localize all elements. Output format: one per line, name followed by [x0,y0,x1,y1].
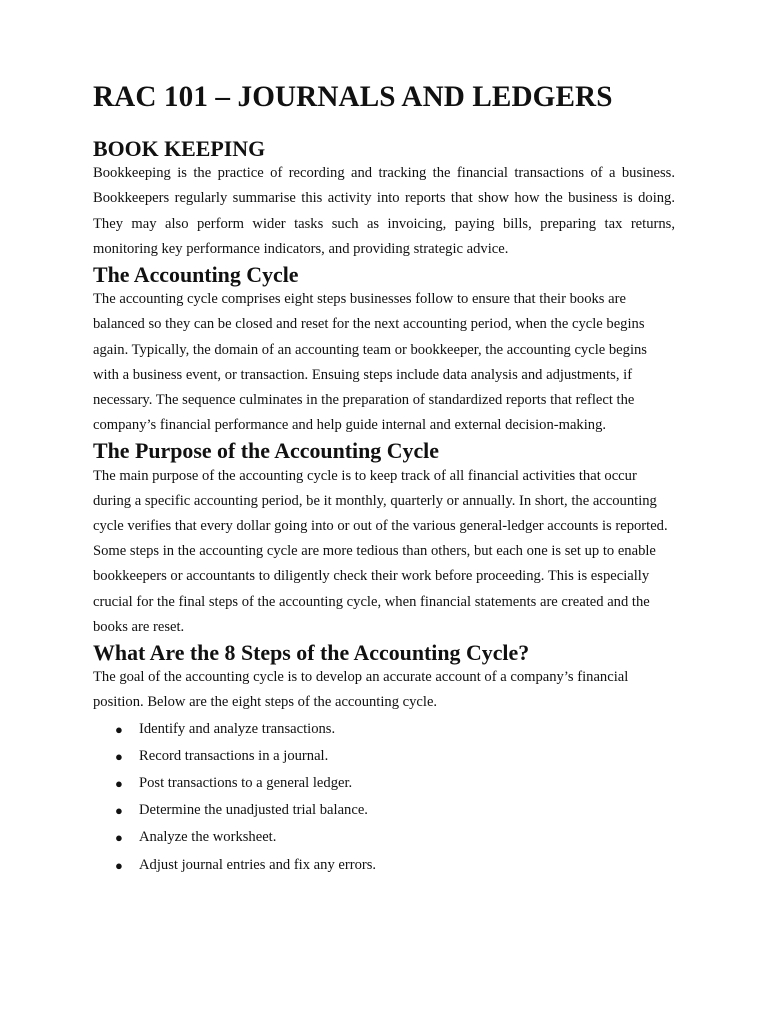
document-title: RAC 101 – JOURNALS AND LEDGERS [93,81,613,113]
paragraph-purpose-main: The main purpose of the accounting cycle is to keep track of all financial activities that occur during a specific accounting period, be it monthly, quarterly or annually. In short, the accounting cycle verifies that every dollar going into or out of the various general-ledger accounts is reported. [93,467,668,535]
bullet-icon: ● [115,776,123,792]
paragraph-accounting-cycle: The accounting cycle comprises eight steps businesses follow to ensure that their books are balanced so they can be closed and reset for the next accounting period, when the cycle begins again. Typically, the domain of an accounting team or bookkeeper, the accounting cycle begins with a business event, or transaction. Ensuing steps include data analysis and adjustments, if necessary. The sequence culminates in the preparation of standardized reports that reflect the company’s financial performance and help guide internal and external decision-making. [93,291,647,434]
list-item [93,743,675,770]
step-text: Adjust journal entries and fix any errors. [139,856,377,873]
step-text: Post transactions to a general ledger. [139,775,353,792]
list-item [93,852,675,879]
document-page [93,81,675,879]
paragraph-eight-steps-intro: The goal of the accounting cycle is to develop an accurate account of a company’s financial position. Below are the eight steps of the accounting cycle. [93,669,629,711]
step-text: Determine the unadjusted trial balance. [139,802,368,819]
bullet-icon: ● [115,803,123,819]
bullet-icon: ● [115,830,123,846]
step-text: Analyze the worksheet. [139,829,277,846]
heading-eight-steps: What Are the 8 Steps of the Accounting Cycle? [93,640,530,666]
heading-accounting-cycle: The Accounting Cycle [93,262,299,288]
step-text: Identify and analyze transactions. [139,720,336,737]
bullet-icon: ● [115,748,123,764]
list-item [93,770,675,797]
step-text: Record transactions in a journal. [139,747,329,764]
heading-book-keeping: BOOK KEEPING [93,136,266,161]
paragraph-bookkeeping: Bookkeeping is the practice of recording and tracking the financial transactions of a business. Bookkeepers regularly summarise this activity into reports that show how the business is doing. They may also perform wider tasks such as invoicing, paying bills, preparing tax returns, monitoring key performance indicators, and providing strategic advice. [93,165,675,257]
heading-purpose-accounting-cycle: The Purpose of the Accounting Cycle [93,438,439,464]
bullet-icon: ● [115,721,123,737]
list-item [93,716,675,743]
bullet-icon: ● [115,857,123,873]
steps-list [93,716,675,879]
paragraph-purpose-steps: Some steps in the accounting cycle are more tedious than others, but each one is set up to enable bookkeepers or accountants to diligently check their work before proceeding. This is especially crucial for the final steps of the accounting cycle, when financial statements are created and the books are reset. [93,543,656,635]
list-item [93,797,675,824]
list-item [93,824,675,851]
